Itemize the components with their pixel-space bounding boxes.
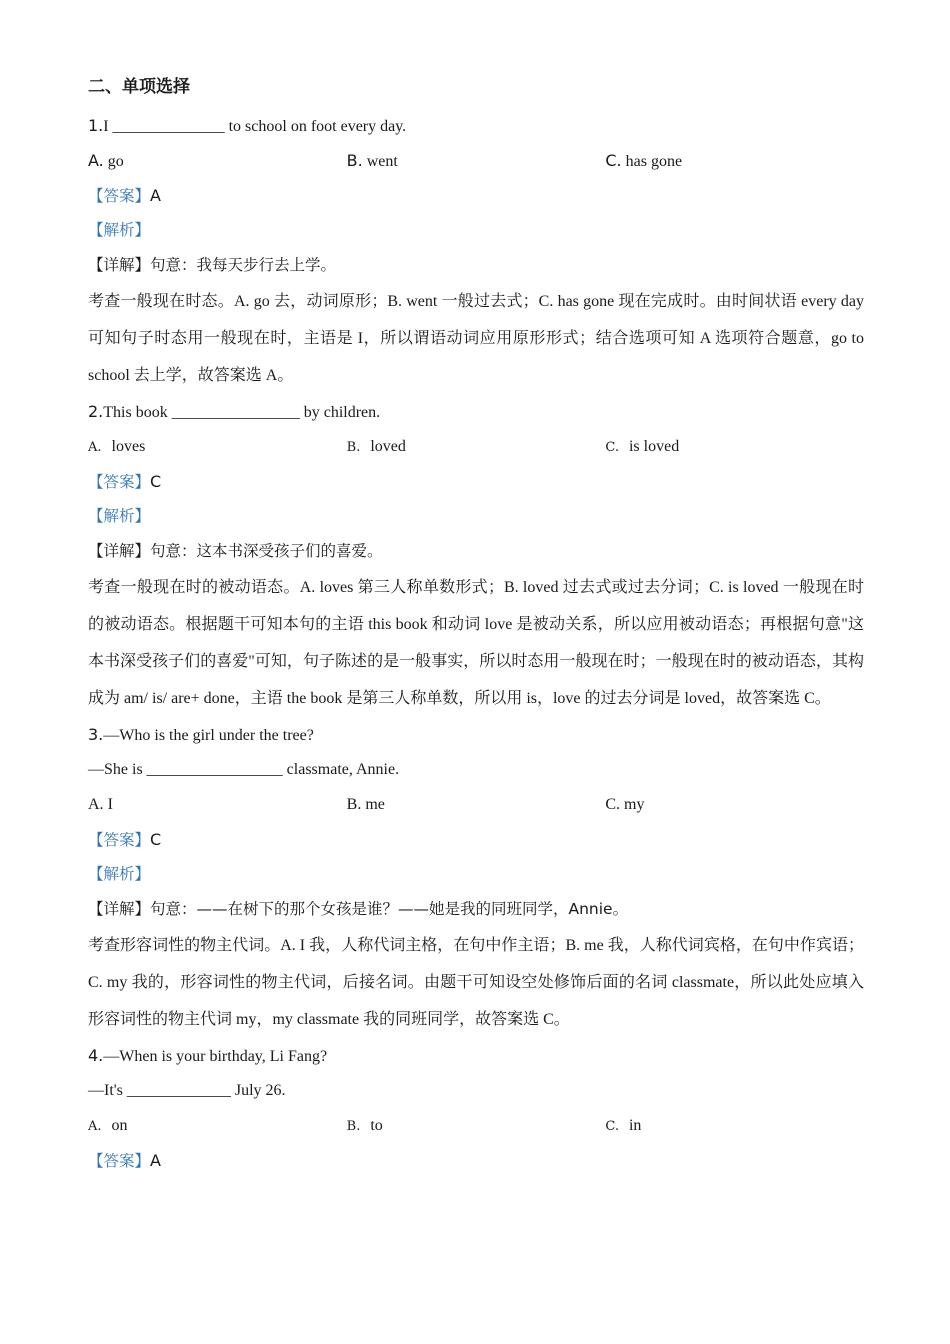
answer-value: C bbox=[150, 472, 162, 491]
detail-line: 【详解】句意：我每天步行去上学。 bbox=[88, 256, 337, 274]
option-a: A. on bbox=[88, 1117, 128, 1134]
section-title: 二、单项选择 bbox=[88, 77, 190, 97]
answer-line bbox=[88, 1143, 864, 1178]
option-c: C. has gone bbox=[605, 151, 683, 170]
answer-value: A bbox=[150, 1151, 161, 1170]
answer-line bbox=[88, 464, 864, 499]
answer-label: 【答案】 bbox=[88, 831, 151, 849]
analysis-label-line bbox=[88, 213, 864, 248]
stem-text: This book ________________ by children. bbox=[103, 404, 381, 421]
option-b: B. to bbox=[346, 1117, 383, 1134]
analysis-label: 【解析】 bbox=[88, 865, 151, 883]
options-row bbox=[88, 143, 864, 178]
stem-text: —When is your birthday, Li Fang? bbox=[103, 1048, 328, 1065]
question-stem-line-2: —It's _____________ July 26. bbox=[88, 1082, 286, 1099]
answer-label: 【答案】 bbox=[88, 1152, 151, 1170]
question-stem bbox=[88, 1038, 864, 1073]
stem-text: —Who is the girl under the tree? bbox=[103, 727, 314, 744]
answer-label: 【答案】 bbox=[88, 187, 151, 205]
question-stem bbox=[88, 108, 864, 143]
stem-text: I ______________ to school on foot every day. bbox=[103, 118, 407, 135]
answer-line bbox=[88, 178, 864, 213]
explanation-paragraph: 考查一般现在时的被动语态。A. loves 第三人称单数形式；B. loved 过去式或过去分词；C. is loved 一般现在时的被动语态。根据题干可知本句的主语 this book 和动词 love 是被动关系，所以应用被动语态；再根据句意"这本书深受孩子们的喜爱"可知，句子陈述的是一般事实，所以时态用一般现在时；一般现在时的被动语态，其构成为 am/ is/ are+ done，主语 the book 是第三人称单数，所以用 is，love 的过去分词是 loved，故答案选 C。 bbox=[88, 579, 864, 707]
analysis-label-line bbox=[88, 499, 864, 534]
analysis-label: 【解析】 bbox=[88, 507, 151, 525]
question-stem-line-2: —She is _________________ classmate, Annie. bbox=[88, 761, 400, 778]
option-b: B. me bbox=[346, 796, 385, 813]
analysis-label-line bbox=[88, 857, 864, 892]
option-c: C. is loved bbox=[605, 438, 680, 455]
option-b: B. went bbox=[346, 151, 398, 170]
answer-line bbox=[88, 822, 864, 857]
question-number: 1. bbox=[88, 116, 104, 135]
detail-line: 【详解】句意：这本书深受孩子们的喜爱。 bbox=[88, 542, 383, 560]
option-c: C. my bbox=[605, 796, 645, 813]
question-2 bbox=[88, 394, 864, 717]
question-stem bbox=[88, 394, 864, 429]
option-b: B. loved bbox=[346, 438, 406, 455]
question-1 bbox=[88, 108, 864, 394]
options-row bbox=[88, 1108, 864, 1143]
answer-value: A bbox=[150, 186, 161, 205]
option-a: A. I bbox=[88, 796, 113, 813]
question-3 bbox=[88, 717, 864, 1038]
explanation-paragraph: 考查形容词性的物主代词。A. I 我，人称代词主格，在句中作主语；B. me 我，人称代词宾格，在句中作宾语；C. my 我的，形容词性的物主代词，后接名词。由题干可知设空处修饰后面的名词 classmate，所以此处应填入形容词性的物主代词 my，my classmate 我的同班同学，故答案选 C。 bbox=[88, 937, 864, 1028]
question-number: 3. bbox=[88, 725, 104, 744]
options-row bbox=[88, 787, 864, 822]
question-number: 2. bbox=[88, 402, 104, 421]
question-stem bbox=[88, 717, 864, 752]
answer-value: C bbox=[150, 830, 162, 849]
options-row bbox=[88, 429, 864, 464]
option-c: C. in bbox=[605, 1117, 642, 1134]
answer-label: 【答案】 bbox=[88, 473, 151, 491]
option-a: A. go bbox=[88, 151, 124, 170]
question-number: 4. bbox=[88, 1046, 104, 1065]
document-page bbox=[88, 72, 864, 1178]
detail-line: 【详解】句意：——在树下的那个女孩是谁？——她是我的同班同学，Annie。 bbox=[88, 900, 629, 918]
option-a: A. loves bbox=[88, 438, 146, 455]
question-4 bbox=[88, 1038, 864, 1178]
explanation-paragraph: 考查一般现在时态。A. go 去，动词原形；B. went 一般过去式；C. has gone 现在完成时。由时间状语 every day 可知句子时态用一般现在时，主语是 I，所以谓语动词应用原形形式；结合选项可知 A 选项符合题意，go to school 去上学，故答案选 A。 bbox=[88, 293, 864, 384]
analysis-label: 【解析】 bbox=[88, 221, 151, 239]
